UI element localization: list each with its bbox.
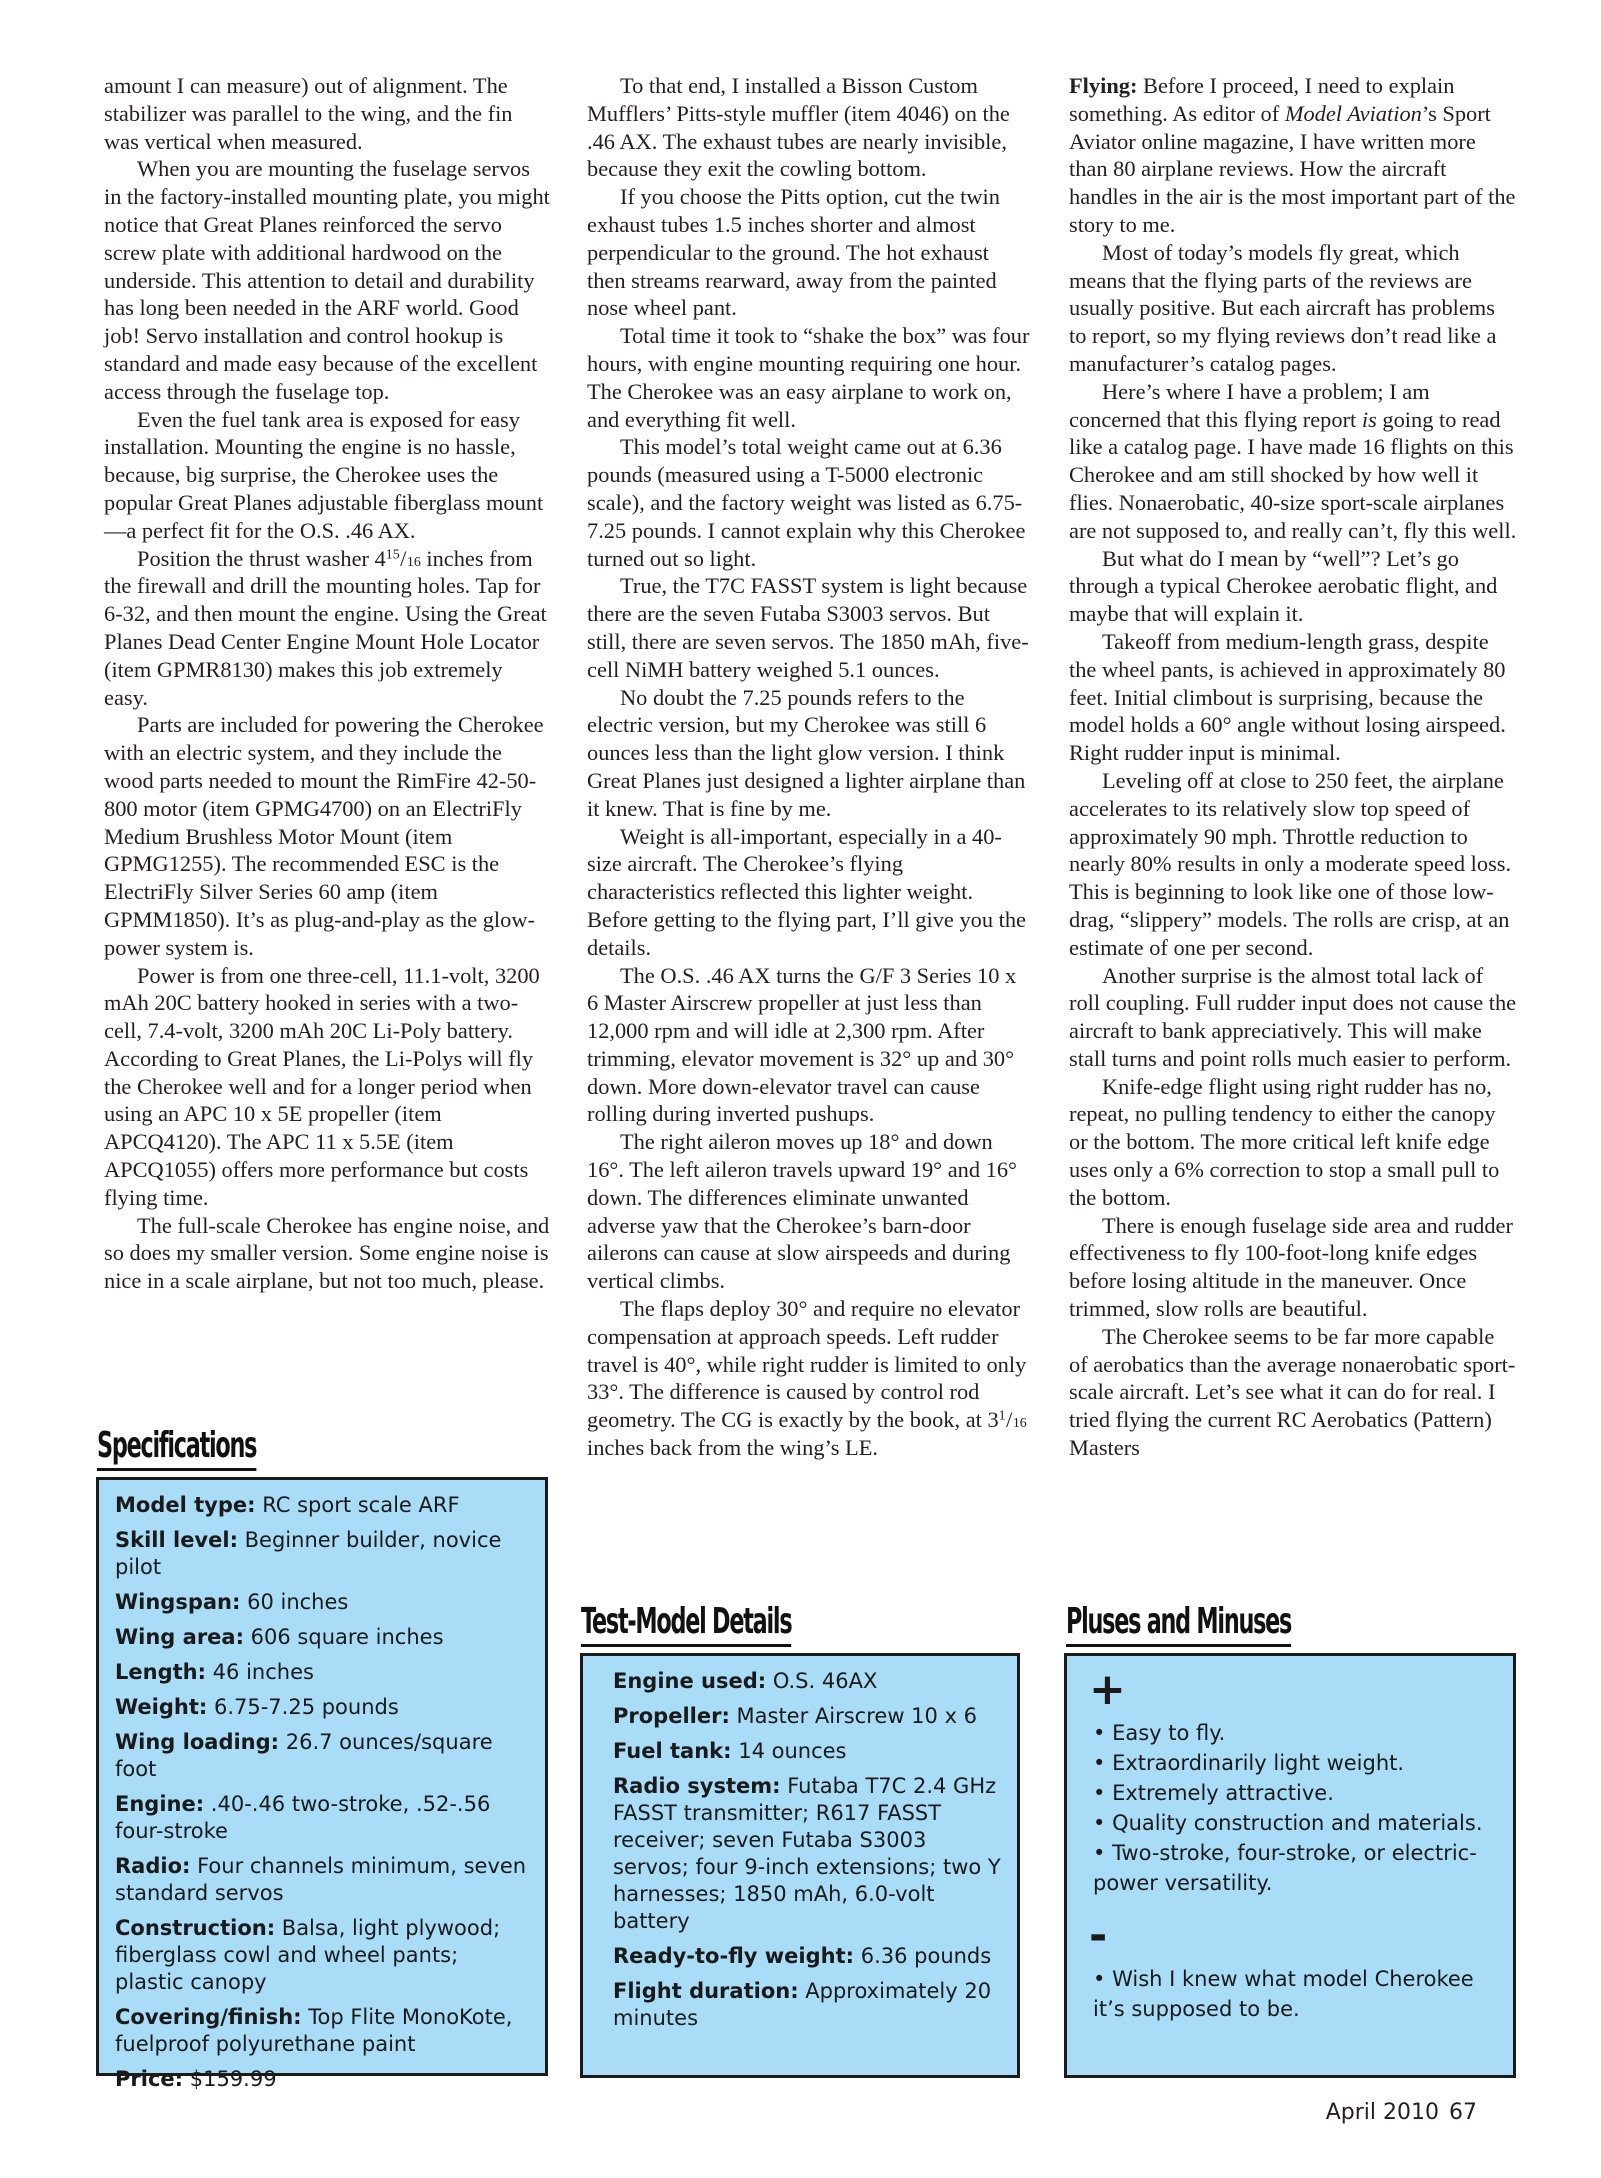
paragraph: The right aileron moves up 18° and down 16°. The left aileron travels upward 19° and 16° down. The differences eliminate unwanted adverse yaw that the Cherokee’s barn-door ailerons can cause at slow airspeeds and during vertical climbs. bbox=[587, 1129, 1017, 1294]
spec-row bbox=[115, 2066, 531, 2093]
plus-item: • Easy to fly. bbox=[1093, 1718, 1499, 1748]
paragraph bbox=[587, 1295, 1030, 1462]
paragraph-text: inches back from the wing’s LE. bbox=[587, 1435, 879, 1461]
fraction-denominator: 16 bbox=[406, 554, 421, 570]
emphasis: is bbox=[1361, 406, 1377, 432]
spec-value: 60 inches bbox=[240, 1590, 349, 1614]
spec-value: 6.75-7.25 pounds bbox=[207, 1695, 399, 1719]
paragraph: When you are mounting the fuselage servos in the factory-installed mounting plate, you might notice that Great Planes reinforced the servo screw plate with additional hardwood on the underside. This attention to detail and durability has long been needed in the ARF world. Good job! Servo installation and control hookup is standard and made easy because of the excellent access through the fuselage top. bbox=[104, 156, 550, 404]
paragraph-text: Position the thrust washer 4 bbox=[137, 545, 386, 571]
paragraph: Another surprise is the almost total lack of roll coupling. Full rudder input does not cause the aircraft to bank appreciatively. This will make stall turns and point rolls much easier to perform. bbox=[1069, 962, 1517, 1071]
detail-label: Flight duration: bbox=[613, 1979, 799, 2003]
paragraph: Takeoff from medium-length grass, despite the wheel pants, is achieved in approximately 80 feet. Initial climbout is surprising, because the model holds a 60° angle without losing airspeed. Right rudder input is minimal. bbox=[1069, 628, 1506, 766]
spec-value: RC sport scale ARF bbox=[255, 1493, 460, 1517]
spec-value: Top Flite MonoKote, fuelproof polyurethane paint bbox=[115, 2005, 513, 2056]
detail-row bbox=[613, 1703, 1005, 1730]
spec-label: Wing loading: bbox=[115, 1730, 280, 1754]
pluses-list bbox=[1093, 1718, 1499, 1898]
spec-label: Skill level: bbox=[115, 1528, 238, 1552]
paragraph: amount I can measure) out of alignment. The stabilizer was parallel to the wing, and the fin was vertical when measured. bbox=[104, 73, 513, 154]
paragraph-text: The flaps deploy 30° and require no elevator compensation at approach speeds. Left rudder travel is 40°, while right rudder is limited to only 33°. The difference is caused by control rod geometry. The CG is exactly by the book, at 3 bbox=[587, 1296, 1027, 1433]
page-folio bbox=[1326, 2100, 1477, 2125]
spec-row bbox=[115, 1694, 531, 1721]
fraction-slash: / bbox=[400, 545, 407, 571]
detail-label: Ready-to-fly weight: bbox=[613, 1944, 855, 1968]
plus-item: • Quality construction and materials. bbox=[1093, 1808, 1499, 1838]
spec-row bbox=[115, 1624, 531, 1651]
paragraph: To that end, I installed a Bisson Custom Mufflers’ Pitts-style muffler (item 4046) on the .46 AX. The exhaust tubes are nearly invisible, because they exit the cowling bottom. bbox=[587, 73, 1010, 182]
plus-icon: + bbox=[1089, 1664, 1126, 1715]
paragraph-text: going to read like a catalog page. I have made 16 flights on this Cherokee and am still shocked by how well it flies. Nonaerobatic, 40-size sport-scale airplanes are not supposed to, and really can’t, fly this well. bbox=[1069, 406, 1517, 543]
spec-row bbox=[115, 1915, 531, 1996]
fraction-numerator: 1 bbox=[998, 1408, 1006, 1424]
issue-date: April 2010 bbox=[1325, 2100, 1439, 2125]
fraction-denominator: 16 bbox=[1012, 1416, 1027, 1432]
test-model-box bbox=[580, 1653, 1020, 2078]
paragraph bbox=[104, 545, 552, 712]
spec-value: Beginner builder, novice pilot bbox=[115, 1528, 502, 1579]
detail-label: Radio system: bbox=[613, 1774, 781, 1798]
minus-icon: - bbox=[1089, 1910, 1108, 1961]
detail-row bbox=[613, 1943, 1005, 1970]
detail-value: 6.36 pounds bbox=[854, 1944, 992, 1968]
paragraph: No doubt the 7.25 pounds refers to the electric version, but my Cherokee was still 6 ounces less than the light glow version. I think Great Planes just designed a lighter airplane than it knew. That is fine by me. bbox=[587, 684, 1026, 821]
paragraph: Power is from one three-cell, 11.1-volt, 3200 mAh 20C battery hooked in series with a two-cell, 7.4-volt, 3200 mAh 20C Li-Poly battery. According to Great Planes, the Li-Polys will fly the Cherokee well and for a longer period when using an APC 10 x 5E propeller (item APCQ4120). The APC 11 x 5.5E (item APCQ1055) offers more performance but costs flying time. bbox=[104, 962, 540, 1210]
paragraph: Most of today’s models fly great, which means that the flying parts of the reviews are usually positive. But each aircraft has problems to report, so my flying reviews don’t read like a manufacturer’s catalog pages. bbox=[1069, 239, 1497, 376]
spec-row bbox=[115, 1527, 531, 1581]
paragraph: Knife-edge flight using right rudder has no, repeat, no pulling tendency to either the canopy or the bottom. The more critical left knife edge uses only a 6% correction to stop a small pull to the bottom. bbox=[1069, 1073, 1500, 1210]
paragraph-text: inches from the firewall and drill the mounting holes. Tap for 6-32, and then mount the engine. Using the Great Planes Dead Center Engine Mount Hole Locator (item GPMR8130) makes this job extremely easy. bbox=[104, 545, 547, 710]
detail-value: Master Airscrew 10 x 6 bbox=[729, 1704, 978, 1728]
fraction-numerator: 15 bbox=[385, 546, 400, 562]
spec-label: Radio: bbox=[115, 1854, 191, 1878]
spec-row bbox=[115, 1589, 531, 1616]
test-model-heading: Test-Model Details bbox=[581, 1600, 791, 1647]
specifications-heading: Specifications bbox=[97, 1424, 256, 1471]
spec-label: Construction: bbox=[115, 1916, 276, 1940]
paragraph-text: Before I proceed, I need to explain something. As editor of bbox=[1069, 73, 1455, 126]
spec-label: Price: bbox=[115, 2067, 184, 2091]
spec-value: Balsa, light plywood; fiberglass cowl and wheel pants; plastic canopy bbox=[115, 1916, 501, 1994]
spec-row bbox=[115, 2004, 531, 2058]
pluses-minuses-box bbox=[1064, 1653, 1516, 2078]
paragraph: True, the T7C FASST system is light because there are the seven Futaba S3003 servos. But still, there are seven servos. The 1850 mAh, five-cell NiMH battery weighed 5.1 ounces. bbox=[587, 573, 1029, 682]
minuses-list bbox=[1093, 1964, 1499, 2024]
paragraph: Total time it took to “shake the box” was four hours, with engine mounting requiring one hour. The Cherokee was an easy airplane to work on, and everything fit well. bbox=[587, 323, 1030, 432]
paragraph bbox=[1069, 378, 1517, 545]
article-column-3 bbox=[1069, 72, 1517, 1462]
paragraph: But what do I mean by “well”? Let’s go through a typical Cherokee aerobatic flight, and maybe that will explain it. bbox=[1069, 545, 1498, 627]
paragraph bbox=[1069, 72, 1517, 239]
detail-value: 14 ounces bbox=[731, 1739, 847, 1763]
paragraph: Weight is all-important, especially in a 40-size aircraft. The Cherokee’s flying characteristics reflected this lighter weight. Before getting to the flying part, I’ll give you the details. bbox=[587, 823, 1026, 960]
spec-label: Covering/finish: bbox=[115, 2005, 302, 2029]
minus-item: • Wish I knew what model Cherokee it’s supposed to be. bbox=[1093, 1964, 1499, 2024]
spec-row bbox=[115, 1659, 531, 1686]
spec-row bbox=[115, 1492, 531, 1519]
plus-item: • Extraordinarily light weight. bbox=[1093, 1748, 1499, 1778]
spec-label: Wingspan: bbox=[115, 1590, 241, 1614]
specifications-box bbox=[96, 1477, 548, 2091]
paragraph: If you choose the Pitts option, cut the twin exhaust tubes 1.5 inches shorter and almost perpendicular to the ground. The hot exhaust then streams rearward, away from the painted nose wheel pant. bbox=[587, 184, 1000, 321]
spec-value: 606 square inches bbox=[244, 1625, 444, 1649]
detail-label: Fuel tank: bbox=[613, 1739, 732, 1763]
spec-value: Four channels minimum, seven standard servos bbox=[115, 1854, 527, 1905]
spec-label: Wing area: bbox=[115, 1625, 244, 1649]
paragraph: Parts are included for powering the Cherokee with an electric system, and they include the wood parts needed to mount the RimFire 42-50-800 motor (item GPMG4700) on an ElectriFly Medium Brushless Motor Mount (item GPMG1255). The recommended ESC is the ElectriFly Silver Series 60 amp (item GPMM1850). It’s as plug-and-play as the glow-power system is. bbox=[104, 712, 544, 960]
paragraph: The full-scale Cherokee has engine noise, and so does my smaller version. Some engine noise is nice in a scale airplane, but not too much, please. bbox=[104, 1212, 550, 1294]
detail-value: Futaba T7C 2.4 GHz FASST transmitter; R617 FASST receiver; seven Futaba S3003 servos; four 9-inch extensions; two Y harnesses; 1850 mAh, 6.0-volt battery bbox=[613, 1774, 1001, 1933]
paragraph: The Cherokee seems to be far more capable of aerobatics than the average nonaerobatic sport-scale aircraft. Let’s see what it can do for real. I tried flying the current RC Aerobatics (Pattern) Masters bbox=[1069, 1323, 1516, 1461]
section-lead-in: Flying: bbox=[1069, 73, 1138, 98]
detail-row bbox=[613, 1668, 1005, 1695]
detail-value: O.S. 46AX bbox=[766, 1669, 878, 1693]
spec-value: $159.99 bbox=[183, 2067, 277, 2091]
detail-row bbox=[613, 1738, 1005, 1765]
spec-label: Model type: bbox=[115, 1493, 256, 1517]
pluses-minuses-heading: Pluses and Minuses bbox=[1066, 1600, 1291, 1647]
detail-label: Engine used: bbox=[613, 1669, 767, 1693]
spec-row bbox=[115, 1791, 531, 1845]
plus-item: • Two-stroke, four-stroke, or electric-power versatility. bbox=[1093, 1838, 1499, 1898]
spec-value: .40-.46 two-stroke, .52-.56 four-stroke bbox=[115, 1792, 491, 1843]
spec-value: 46 inches bbox=[206, 1660, 314, 1684]
plus-item: • Extremely attractive. bbox=[1093, 1778, 1499, 1808]
spec-label: Engine: bbox=[115, 1792, 205, 1816]
detail-row bbox=[613, 1773, 1005, 1935]
paragraph: The O.S. .46 AX turns the G/F 3 Series 10 x 6 Master Airscrew propeller at just less than 12,000 rpm and will idle at 2,300 rpm. After trimming, elevator movement is 32° up and 30° down. More down-elevator travel can cause rolling during inverted pushups. bbox=[587, 962, 1017, 1127]
spec-label: Length: bbox=[115, 1660, 206, 1684]
fraction-slash: / bbox=[1006, 1407, 1013, 1433]
publication-title: Model Aviation bbox=[1284, 100, 1422, 126]
paragraph: Leveling off at close to 250 feet, the airplane accelerates to its relatively slow top speed of approximately 90 mph. Throttle reduction to nearly 80% results in only a moderate speed loss. This is beginning to look like one of those low-drag, “slippery” models. The rolls are crisp, at an estimate of one per second. bbox=[1069, 767, 1512, 960]
detail-label: Propeller: bbox=[613, 1704, 730, 1728]
paragraph: There is enough fuselage side area and rudder effectiveness to fly 100-foot-long knife edges before losing altitude in the maneuver. Once trimmed, slow rolls are beautiful. bbox=[1069, 1212, 1513, 1322]
spec-value: 26.7 ounces/square foot bbox=[115, 1730, 493, 1781]
detail-value: Approximately 20 minutes bbox=[613, 1979, 992, 2030]
page-number: 67 bbox=[1449, 2100, 1477, 2125]
paragraph: This model’s total weight came out at 6.36 pounds (measured using a T-5000 electronic scale), and the factory weight was listed as 6.75-7.25 pounds. I cannot explain why this Cherokee turned out so light. bbox=[587, 434, 1026, 571]
paragraph-text: ’s Sport Aviator online magazine, I have written more than 80 airplane reviews. How the aircraft handles in the air is the most important part of the story to me. bbox=[1069, 100, 1516, 237]
article-column-1 bbox=[104, 72, 552, 1295]
spec-row bbox=[115, 1729, 531, 1783]
article-column-2 bbox=[587, 72, 1030, 1462]
detail-row bbox=[613, 1978, 1005, 2032]
paragraph: Even the fuel tank area is exposed for easy installation. Mounting the engine is no hassle, because, big surprise, the Cherokee uses the popular Great Planes adjustable fiberglass mount—a perfect fit for the O.S. .46 AX. bbox=[104, 406, 544, 543]
paragraph-text: Here’s where I have a problem; I am concerned that this flying report bbox=[1069, 378, 1430, 432]
spec-label: Weight: bbox=[115, 1695, 208, 1719]
spec-row bbox=[115, 1853, 531, 1907]
